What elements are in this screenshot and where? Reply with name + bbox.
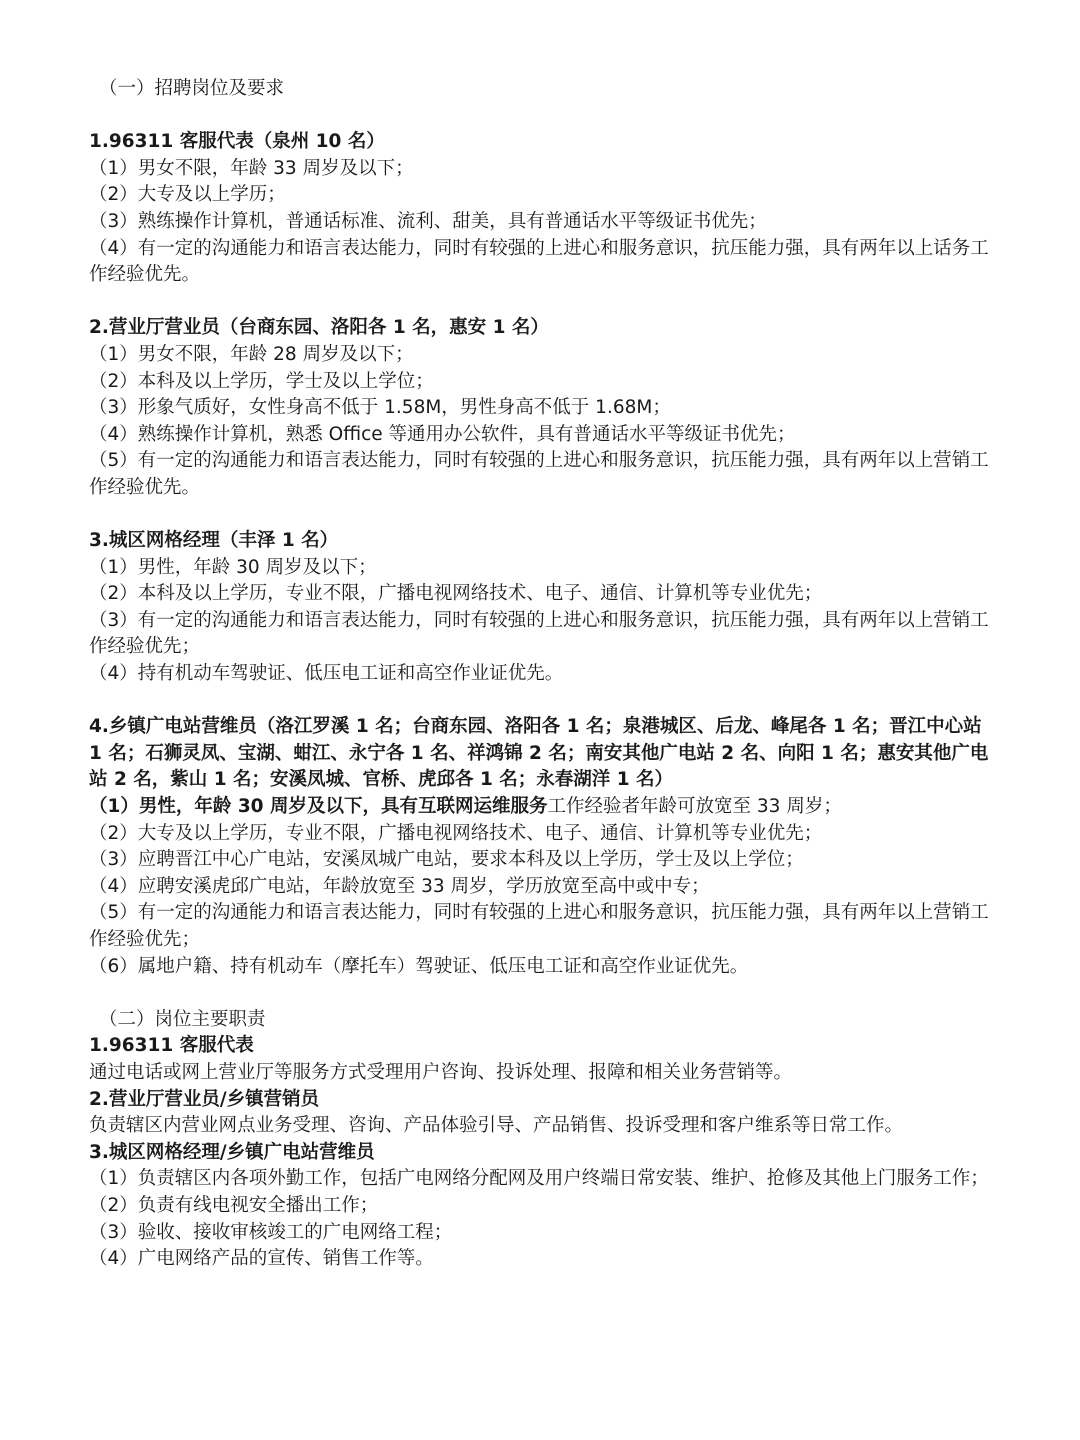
requirement-item: （3）形象气质好，女性身高不低于 1.58M，男性身高不低于 1.68M； [89, 397, 671, 419]
document-body [89, 76, 999, 1273]
requirement-item: （5）有一定的沟通能力和语言表达能力，同时有较强的上进心和服务意识，抗压能力强，具有两年以上营销工作经验优先。 [89, 450, 989, 498]
position-block [89, 315, 999, 501]
position-title: 3.城区网格经理（丰泽 1 名） [89, 530, 339, 552]
section-heading: （二）岗位主要职责 [99, 1008, 266, 1030]
requirement-item: （4）应聘安溪虎邱广电站，年龄放宽至 33 周岁，学历放宽至高中或中专； [89, 875, 710, 897]
duty-item: （4）广电网络产品的宣传、销售工作等。 [89, 1248, 434, 1270]
requirement-item: （1）男性，年龄 30 周岁及以下； [89, 556, 377, 578]
requirement-item: （2）大专及以上学历； [89, 184, 286, 206]
position-title: 2.营业厅营业员（台商东园、洛阳各 1 名，惠安 1 名） [89, 317, 549, 339]
position-block [89, 129, 999, 289]
requirement-item: （3）应聘晋江中心广电站，安溪凤城广电站，要求本科及以上学历，学士及以上学位； [89, 849, 804, 871]
requirement-item-bold: （1）男性，年龄 30 周岁及以下，具有互联网运维服务 [89, 796, 548, 818]
requirement-item: （4）熟练操作计算机，熟悉 Office 等通用办公软件，具有普通话水平等级证书优先； [89, 423, 796, 445]
requirement-item: （2）本科及以上学历，专业不限，广播电视网络技术、电子、通信、计算机等专业优先； [89, 583, 823, 605]
duty-item: 负责辖区内营业网点业务受理、咨询、产品体验引导、产品销售、投诉受理和客户维系等日常工作。 [89, 1115, 904, 1137]
duty-title: 1.96311 客服代表 [89, 1035, 254, 1057]
duty-item: （1）负责辖区内各项外勤工作，包括广电网络分配网及用户终端日常安装、维护、抢修及其他上门服务工作； [89, 1168, 989, 1190]
requirement-item: （4）有一定的沟通能力和语言表达能力，同时有较强的上进心和服务意识，抗压能力强，具有两年以上话务工作经验优先。 [89, 237, 989, 286]
position-block [89, 528, 999, 688]
requirement-item: （5）有一定的沟通能力和语言表达能力，同时有较强的上进心和服务意识，抗压能力强，具有两年以上营销工作经验优先； [89, 902, 989, 950]
duty-item: （2）负责有线电视安全播出工作； [89, 1194, 379, 1216]
duty-title: 2.营业厅营业员/乡镇营销员 [89, 1088, 320, 1110]
requirement-item: （2）本科及以上学历，学士及以上学位； [89, 370, 434, 392]
requirement-item: （1）男女不限，年龄 28 周岁及以下； [89, 343, 414, 365]
section-heading: （一）招聘岗位及要求 [99, 78, 285, 99]
duty-title: 3.城区网格经理/乡镇广电站营维员 [89, 1141, 375, 1163]
requirement-item: （3）有一定的沟通能力和语言表达能力，同时有较强的上进心和服务意识，抗压能力强，具有两年以上营销工作经验优先； [89, 609, 989, 658]
position-block [89, 714, 999, 980]
position-title: 1.96311 客服代表（泉州 10 名） [89, 131, 385, 153]
requirement-item: （2）大专及以上学历，专业不限，广播电视网络技术、电子、通信、计算机等专业优先； [89, 822, 823, 844]
duty-block [89, 1033, 999, 1086]
requirement-item [89, 794, 999, 821]
duty-block [89, 1140, 999, 1273]
position-title: 4.乡镇广电站营维员（洛江罗溪 1 名；台商东园、洛阳各 1 名；泉港城区、后龙、峰尾各 1 名；晋江中心站 1 名；石狮灵凤、宝湖、蚶江、永宁各 1 名、祥鸿锦 2 名；南安其他广电站 2 名、向阳 1 名；惠安其他广电站 2 名，紫山 1 名；安溪凤城、官桥、虎邱各 1 名；永春湖洋 1 名） [89, 716, 989, 791]
requirement-item-rest: 工作经验者年龄可放宽至 33 周岁； [547, 796, 842, 818]
requirement-item: （6）属地户籍、持有机动车（摩托车）驾驶证、低压电工证和高空作业证优先。 [89, 955, 749, 977]
requirement-item: （4）持有机动车驾驶证、低压电工证和高空作业证优先。 [89, 663, 564, 685]
duty-block [89, 1087, 999, 1140]
duty-item: 通过电话或网上营业厅等服务方式受理用户咨询、投诉处理、报障和相关业务营销等。 [89, 1061, 793, 1083]
requirement-item: （3）熟练操作计算机，普通话标准、流利、甜美，具有普通话水平等级证书优先； [89, 210, 767, 232]
duty-item: （3）验收、接收审核竣工的广电网络工程； [89, 1221, 453, 1243]
requirement-item: （1）男女不限，年龄 33 周岁及以下； [89, 157, 414, 179]
